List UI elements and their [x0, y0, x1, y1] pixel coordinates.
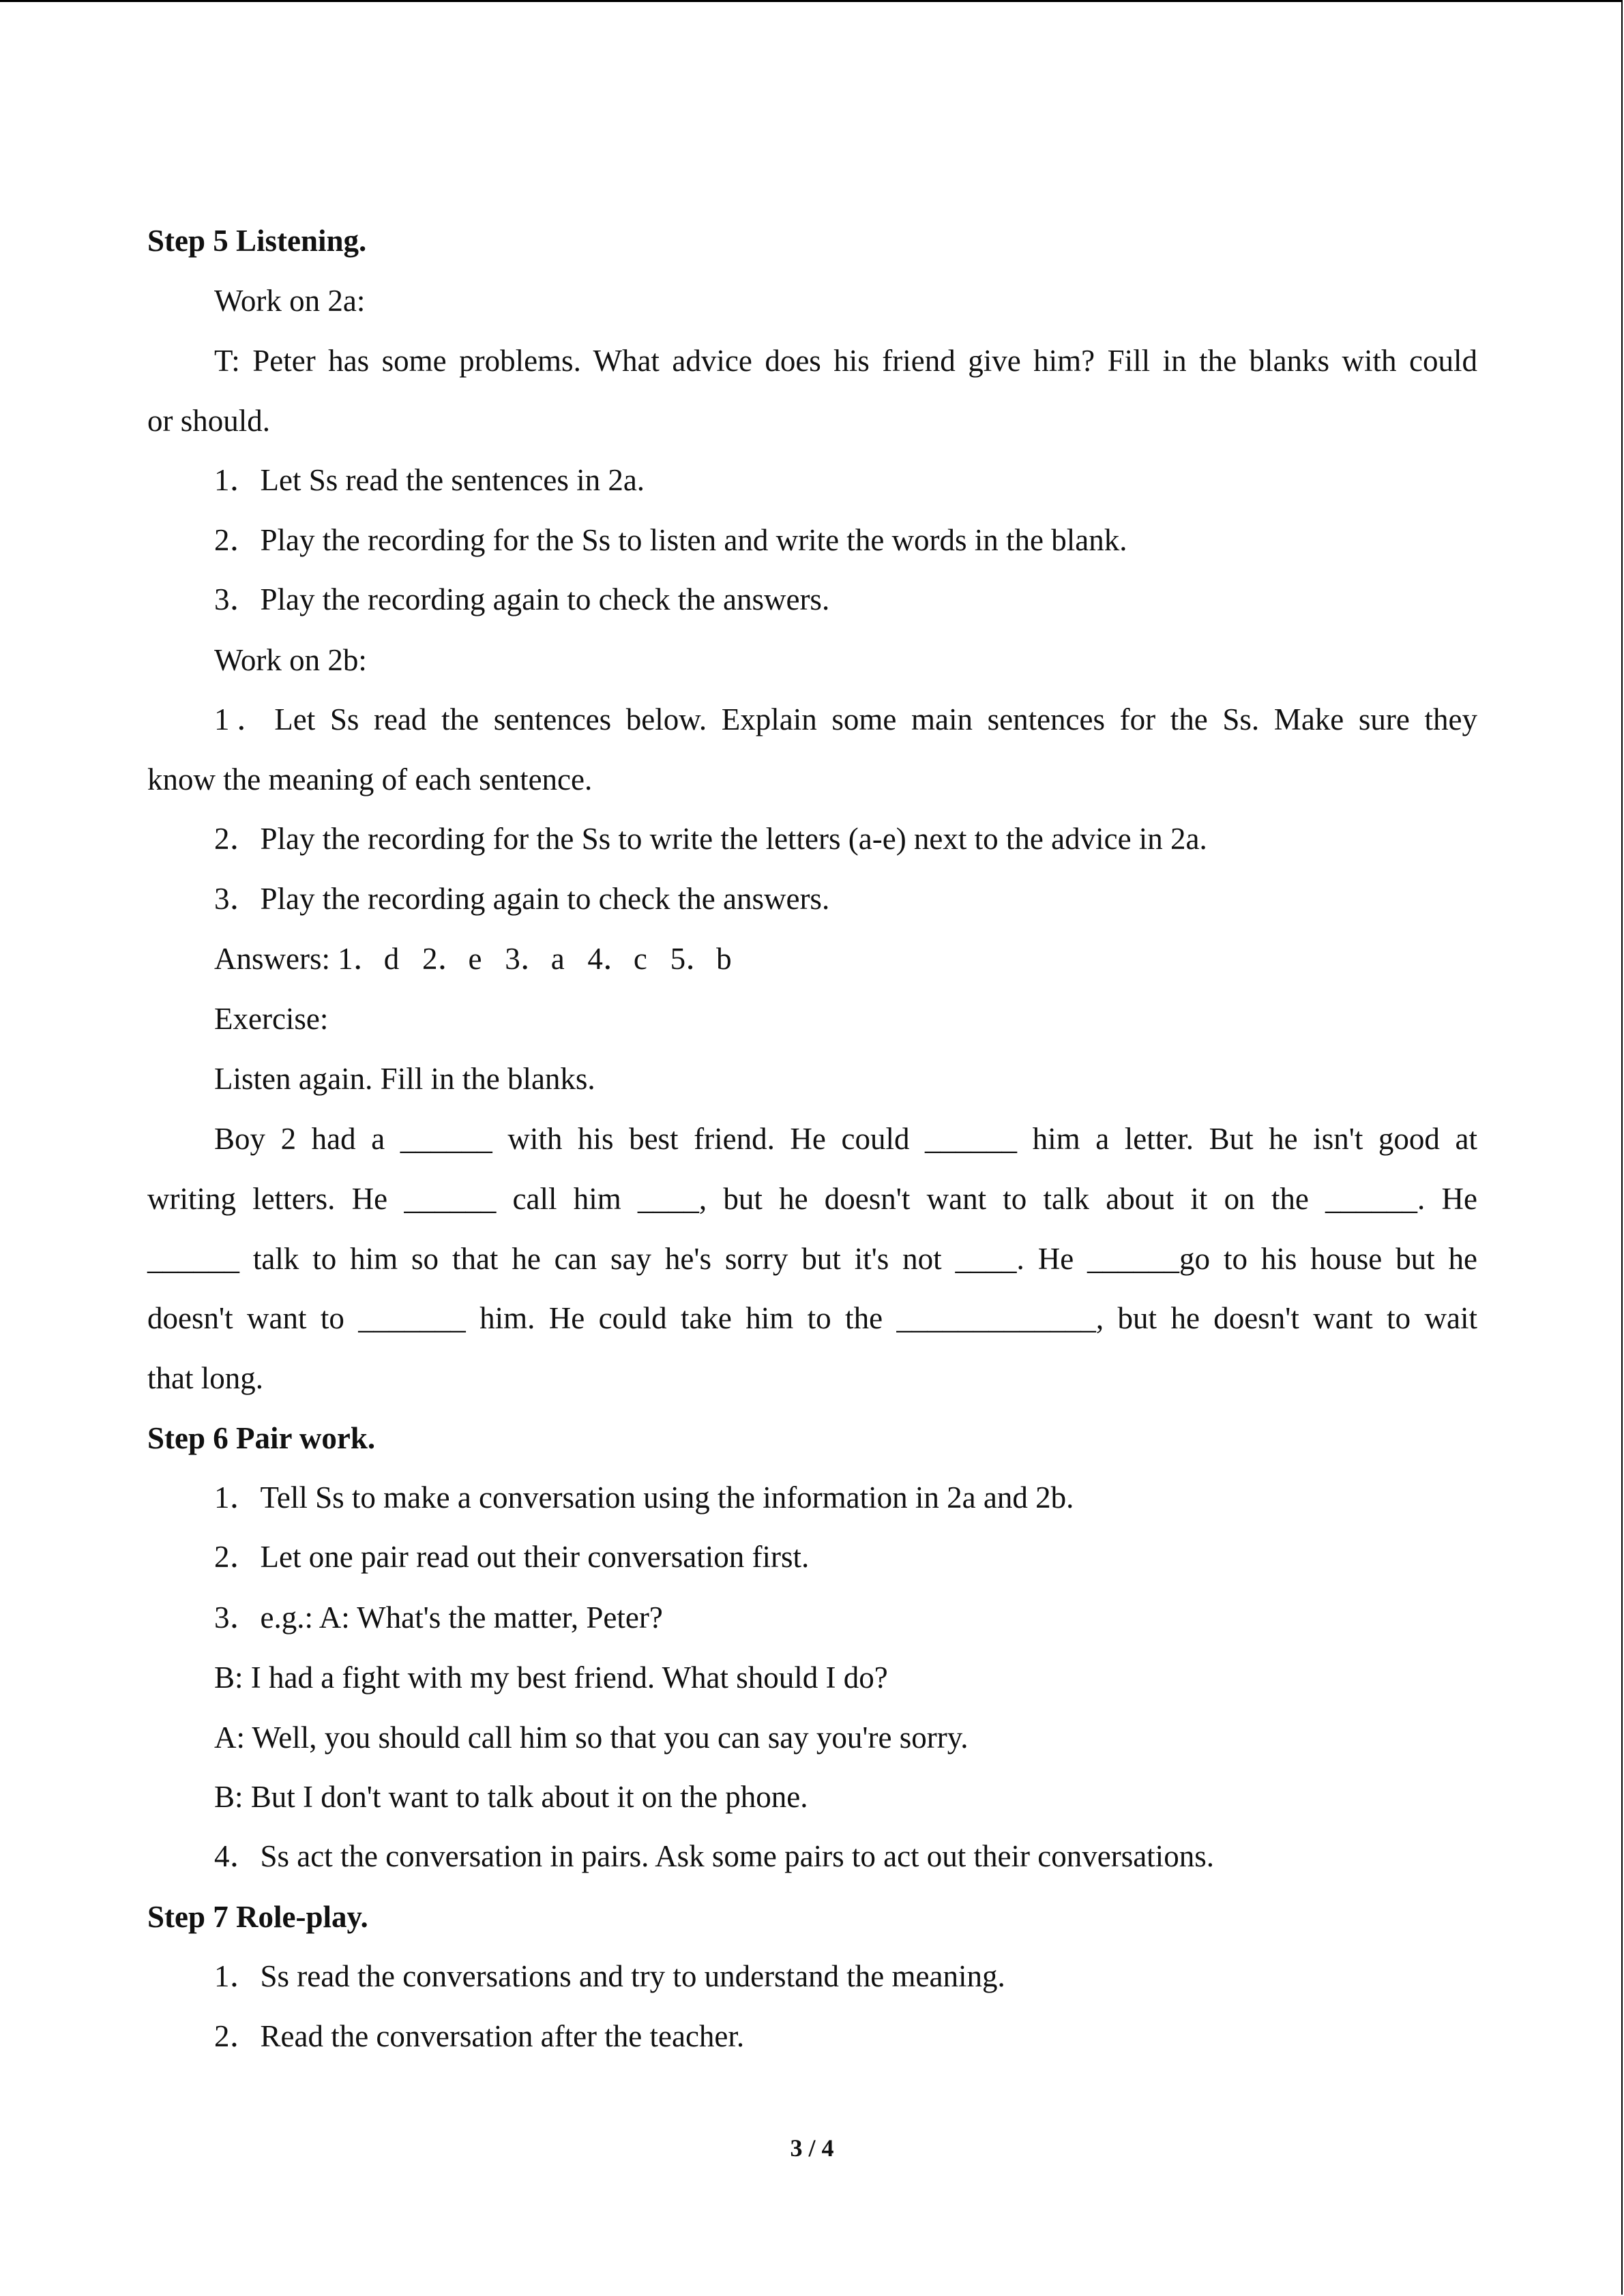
step7-heading: Step 7 Role-play. — [147, 1900, 368, 1934]
step7-item-1: 1．Ss read the conversations and try to understand the meaning. — [214, 1959, 1005, 1993]
step5-heading: Step 5 Listening. — [147, 224, 367, 258]
step6-item-3: 3．e.g.: A: What's the matter, Peter? — [214, 1600, 663, 1635]
step6-item-4: 4．Ss act the conversation in pairs. Ask some pairs to act out their conversations. — [214, 1839, 1214, 1873]
exercise-line-1: Boy 2 had a ______ with his best friend. He could ______ him a letter. But he isn't good at — [214, 1122, 1477, 1156]
work-on-2b-label: Work on 2b: — [214, 643, 367, 677]
step6-item-2: 2．Let one pair read out their conversation first. — [214, 1540, 810, 1574]
answers-line: Answers: 1．d 2．e 3．a 4．c 5．b — [214, 942, 732, 976]
exercise-instruction: Listen again. Fill in the blanks. — [214, 1062, 595, 1096]
work-on-2a-label: Work on 2a: — [214, 284, 366, 318]
step7-item-2: 2．Read the conversation after the teacher. — [214, 2019, 745, 2053]
work-2b-item-3: 3．Play the recording again to check the answers. — [214, 882, 830, 916]
exercise-line-2: writing letters. He ______ call him ____, but he doesn't want to talk about it on the ______. He — [147, 1182, 1477, 1216]
teacher-instruction-line-1: T: Peter has some problems. What advice does his friend give him? Fill in the blanks with could — [214, 344, 1477, 378]
work-2a-item-1: 1．Let Ss read the sentences in 2a. — [214, 463, 645, 497]
dialogue-line-b2: B: But I don't want to talk about it on the phone. — [214, 1780, 808, 1814]
exercise-line-5: that long. — [147, 1361, 263, 1395]
exercise-label: Exercise: — [214, 1002, 329, 1036]
dialogue-line-a2: A: Well, you should call him so that you can say you're sorry. — [214, 1720, 969, 1755]
work-2a-item-3: 3．Play the recording again to check the answers. — [214, 582, 830, 616]
step6-item-1: 1．Tell Ss to make a conversation using the information in 2a and 2b. — [214, 1480, 1074, 1515]
work-2b-item-2: 2．Play the recording for the Ss to write the letters (a-e) next to the advice in 2a. — [214, 822, 1207, 856]
work-2b-item-1-line-1: 1．Let Ss read the sentences below. Explain some main sentences for the Ss. Make sure they — [214, 702, 1477, 736]
exercise-line-4: doesn't want to _______ him. He could take him to the _____________, but he doesn't want to wait — [147, 1301, 1477, 1335]
step6-heading: Step 6 Pair work. — [147, 1421, 376, 1455]
page-number: 3 / 4 — [790, 2134, 834, 2162]
work-2b-item-1-line-2: know the meaning of each sentence. — [147, 762, 593, 796]
exercise-line-3: ______ talk to him so that he can say he's sorry but it's not ____. He ______go to his house but he — [147, 1242, 1477, 1276]
work-2a-item-2: 2．Play the recording for the Ss to listen and write the words in the blank. — [214, 523, 1127, 557]
teacher-instruction-line-2: or should. — [147, 404, 270, 438]
dialogue-line-b1: B: I had a fight with my best friend. What should I do? — [214, 1660, 888, 1695]
